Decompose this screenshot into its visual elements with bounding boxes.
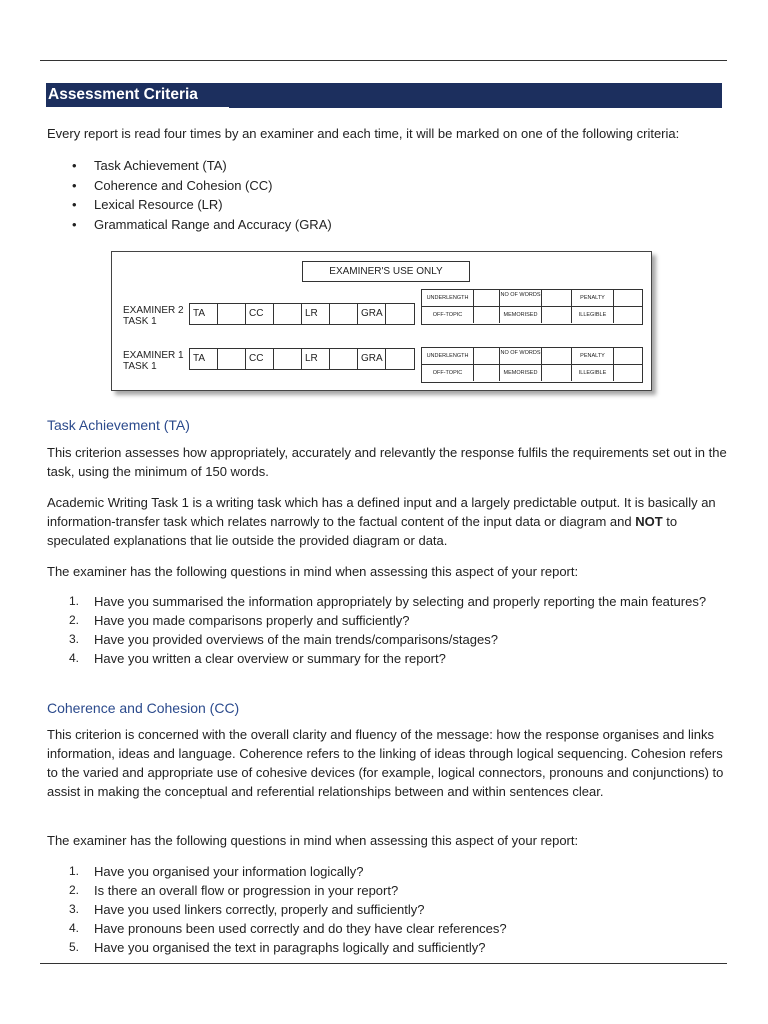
bullet-icon: •	[72, 217, 77, 233]
examiner-2-label: EXAMINER 2 TASK 1	[123, 305, 184, 327]
ta-paragraph-3: The examiner has the following questions in mind when assessing this aspect of your report:	[47, 564, 579, 579]
bullet-icon: •	[72, 197, 77, 213]
list-item: 2. Is there an overall flow or progression in your report?	[69, 883, 399, 898]
ta-heading: Task Achievement (TA)	[47, 417, 190, 433]
list-item: • Lexical Resource (LR)	[72, 197, 223, 213]
list-item: 3. Have you used linkers correctly, properly and sufficiently?	[69, 902, 425, 917]
list-item: 4. Have you written a clear overview or summary for the report?	[69, 651, 446, 666]
title-underline	[46, 107, 229, 109]
section-banner	[46, 83, 722, 108]
examiner-1-label: EXAMINER 1 TASK 1	[123, 350, 184, 372]
criteria-list	[47, 156, 727, 235]
examiner-1-score-row: TA CC LR GRA	[189, 348, 415, 370]
list-item: 1. Have you summarised the information appropriately by selecting and properly reporting the main features?	[69, 594, 707, 609]
ta-paragraph-2: Academic Writing Task 1 is a writing task which has a defined input and a largely predictable output. It is basically an information-transfer task which relates narrowly to the factual content of the input data or diagram and NOT to speculated explanations that lie outside the provided diagram or data.	[47, 495, 716, 548]
bullet-icon: •	[72, 177, 77, 193]
examiner-1-penalty-grid: UNDERLENGTH NO OF WORDS PENALTY OFF-TOPIC MEMORISED ILLEGIBLE	[421, 347, 643, 383]
examiners-use-only-label: EXAMINER'S USE ONLY	[302, 261, 470, 282]
list-item: • Coherence and Cohesion (CC)	[72, 177, 273, 193]
list-item: 5. Have you organised the text in paragraphs logically and sufficiently?	[69, 940, 486, 955]
ta-questions-list	[47, 592, 727, 668]
intro-paragraph: Every report is read four times by an examiner and each time, it will be marked on one of the following criteria:	[47, 126, 680, 141]
list-item: 3. Have you provided overviews of the main trends/comparisons/stages?	[69, 632, 498, 647]
top-rule	[40, 60, 727, 61]
examiner-2-penalty-grid: UNDERLENGTH NO OF WORDS PENALTY OFF-TOPIC MEMORISED ILLEGIBLE	[421, 289, 643, 325]
section-title: Assessment Criteria	[48, 86, 198, 103]
list-item: 2. Have you made comparisons properly and sufficiently?	[69, 613, 410, 628]
list-item: 1. Have you organised your information logically?	[69, 864, 364, 879]
cc-heading: Coherence and Cohesion (CC)	[47, 700, 240, 716]
bottom-rule	[40, 963, 727, 964]
cc-paragraph-1: This criterion is concerned with the overall clarity and fluency of the message: how the response organises and links information, ideas and language. Coherence refers to the linking of ideas through logical sequencing. Cohesion refers to the varied and appropriate use of cohesive devices (for example, logical connectors, pronouns and conjunctions) to assist in making the conceptual and referential relationships between and within sentences clear.	[47, 727, 724, 799]
examiner-2-score-row: TA CC LR GRA	[189, 303, 415, 325]
cc-paragraph-2: The examiner has the following questions in mind when assessing this aspect of your report:	[47, 833, 579, 848]
examiner-form-image	[111, 251, 652, 391]
list-item: • Task Achievement (TA)	[72, 158, 227, 173]
cc-questions-list	[47, 862, 727, 957]
list-item: • Grammatical Range and Accuracy (GRA)	[72, 217, 332, 233]
ta-paragraph-1: This criterion assesses how appropriately, accurately and relevantly the response fulfils the requirements set out in the task, using the minimum of 150 words.	[47, 445, 727, 479]
list-item: 4. Have pronouns been used correctly and do they have clear references?	[69, 921, 507, 936]
bullet-icon: •	[72, 158, 77, 173]
